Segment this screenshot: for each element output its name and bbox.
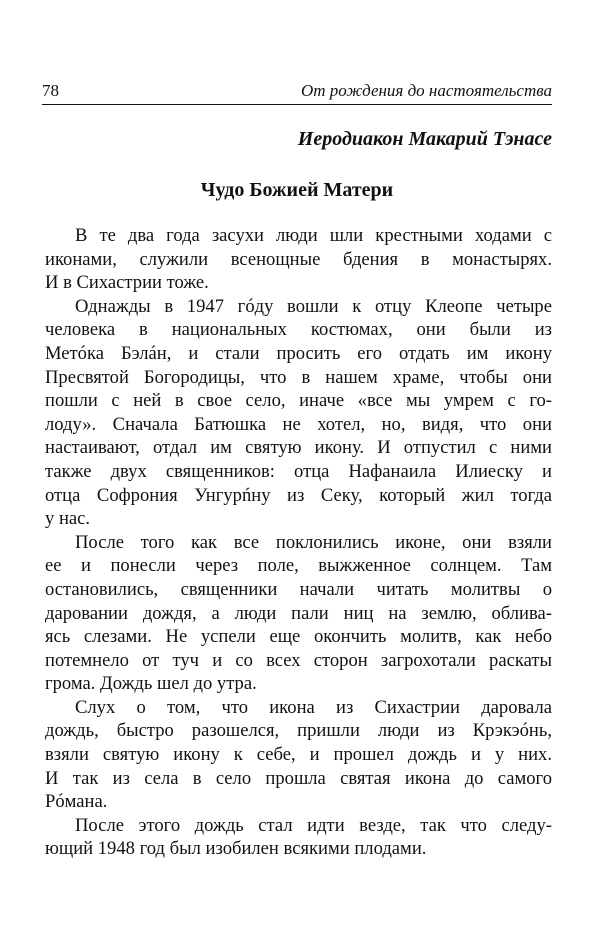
text-line: взяли святую икону к себе, и прошел дождь и у них. [45, 744, 552, 766]
text-line: человека в национальных костюмах, они были из [45, 319, 552, 341]
text-line: ясь слезами. Не успели еще окончить молитв, как небо [45, 626, 552, 648]
text-line: пошли с ней в свое село, иначе «все мы умрем с го- [45, 390, 552, 412]
text-line: Пресвятой Богородицы, что в нашем храме, чтобы они [45, 366, 552, 388]
running-title: От рождения до настоятельства [300, 81, 552, 100]
text-line: также двух священников: отца Нафанаила Илиеску и [45, 460, 552, 482]
running-header [42, 80, 552, 105]
body-text [45, 224, 552, 861]
paragraph [45, 224, 552, 295]
paragraph [45, 295, 552, 531]
text-line: И в Сихастрии тоже. [45, 272, 209, 294]
text-line: потемнело от туч и со всех сторон загрохотали раскаты [45, 649, 552, 671]
text-line: настаивают, отдал им святую икону. И отпустил с ними [45, 437, 552, 459]
text-line: Рóмана. [45, 791, 108, 813]
text-line: лоду». Сначала Батюшка не хотел, но, видя, что они [45, 413, 552, 435]
text-line: у нас. [45, 508, 91, 530]
text-line: В те два года засухи люди шли крестными ходами с [75, 225, 552, 246]
paragraph [45, 531, 552, 696]
author-name: Иеродиакон Макарий Тэнасе [297, 128, 552, 150]
text-line: отца Софрония Унгурńну из Секу, который жил тогда [45, 484, 552, 506]
text-line: остановились, священники начали читать молитвы о [45, 578, 552, 600]
text-line: После того как все поклонились иконе, они взяли [75, 531, 552, 553]
page-number: 78 [42, 81, 59, 100]
paragraph [45, 696, 552, 814]
text-line: После этого дождь стал идти везде, так что следу- [75, 814, 552, 836]
text-line: дождь, быстро разошелся, пришли люди из Крэкэóнь, [45, 720, 552, 742]
text-line: И так из села в село прошла святая икона до самого [45, 767, 552, 789]
text-line: ющий 1948 год был изобилен всякими плодами. [45, 838, 427, 860]
text-line: Однажды в 1947 гóду вошли к отцу Клеопе четыре [75, 295, 552, 317]
text-line: ее и понесли через поле, выжженное солнцем. Там [45, 555, 552, 577]
text-line: даровании дождя, а люди пали ниц на землю, облива- [45, 602, 552, 624]
text-line: Слух о том, что икона из Сихастрии даровала [75, 696, 552, 718]
paragraph [45, 814, 552, 861]
text-line: Метóка Бэлáн, и стали просить его отдать им икону [45, 342, 552, 364]
text-line: иконами, служили всенощные бдения в монастырях. [45, 248, 552, 270]
text-line: грома. Дождь шел до утра. [45, 673, 257, 695]
chapter-title: Чудо Божией Матери [200, 179, 394, 201]
